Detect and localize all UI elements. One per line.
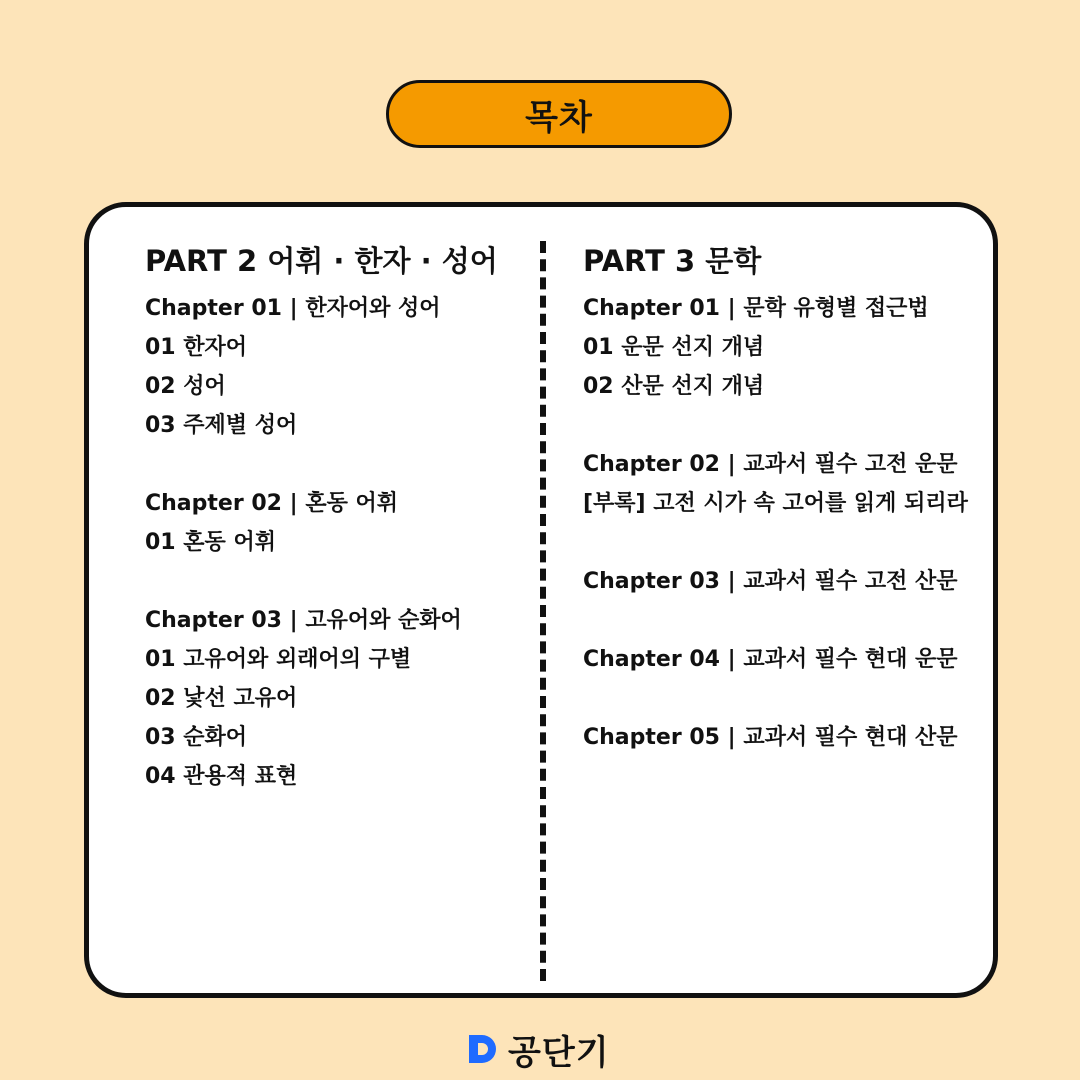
- chapter-title: Chapter 03 | 고유어와 순화어: [145, 608, 462, 633]
- chapter-title: Chapter 01 | 문학 유형별 접근법: [583, 296, 929, 321]
- column-divider: [540, 241, 546, 981]
- brand-logo: [466, 1026, 610, 1072]
- part2-title: PART 2 어휘 · 한자 · 성어: [145, 244, 498, 278]
- part3-title: PART 3 문학: [583, 244, 762, 278]
- brand-name: 공단기: [508, 1032, 610, 1073]
- chapter-item: 01 한자어: [145, 335, 248, 360]
- chapter-title: Chapter 01 | 한자어와 성어: [145, 296, 441, 321]
- chapter-item: 02 성어: [145, 374, 226, 399]
- part2-column: [145, 235, 525, 796]
- toc-card: [84, 202, 998, 998]
- chapter-title: Chapter 03 | 교과서 필수 고전 산문: [583, 569, 958, 594]
- chapter-item: 03 주제별 성어: [145, 413, 298, 438]
- chapter-title: Chapter 02 | 교과서 필수 고전 운문: [583, 452, 958, 477]
- chapter-item: 01 고유어와 외래어의 구별: [145, 647, 412, 672]
- chapter-item: 02 낯선 고유어: [145, 686, 298, 711]
- chapter-item: 04 관용적 표현: [145, 764, 298, 789]
- chapter-item: 02 산문 선지 개념: [583, 374, 765, 399]
- chapter-title: Chapter 02 | 혼동 어휘: [145, 491, 398, 516]
- toc-title-badge: [386, 80, 732, 148]
- chapter-title: Chapter 04 | 교과서 필수 현대 운문: [583, 647, 958, 672]
- chapter-title: Chapter 05 | 교과서 필수 현대 산문: [583, 725, 958, 750]
- part3-column: [583, 235, 993, 757]
- chapter-item: 01 혼동 어휘: [145, 530, 276, 555]
- d-logo-icon: [466, 1032, 500, 1066]
- chapter-item: 03 순화어: [145, 725, 248, 750]
- chapter-item: 01 운문 선지 개념: [583, 335, 765, 360]
- chapter-item: [부록] 고전 시가 속 고어를 읽게 되리라: [583, 491, 968, 516]
- page-title: 목차: [525, 97, 593, 138]
